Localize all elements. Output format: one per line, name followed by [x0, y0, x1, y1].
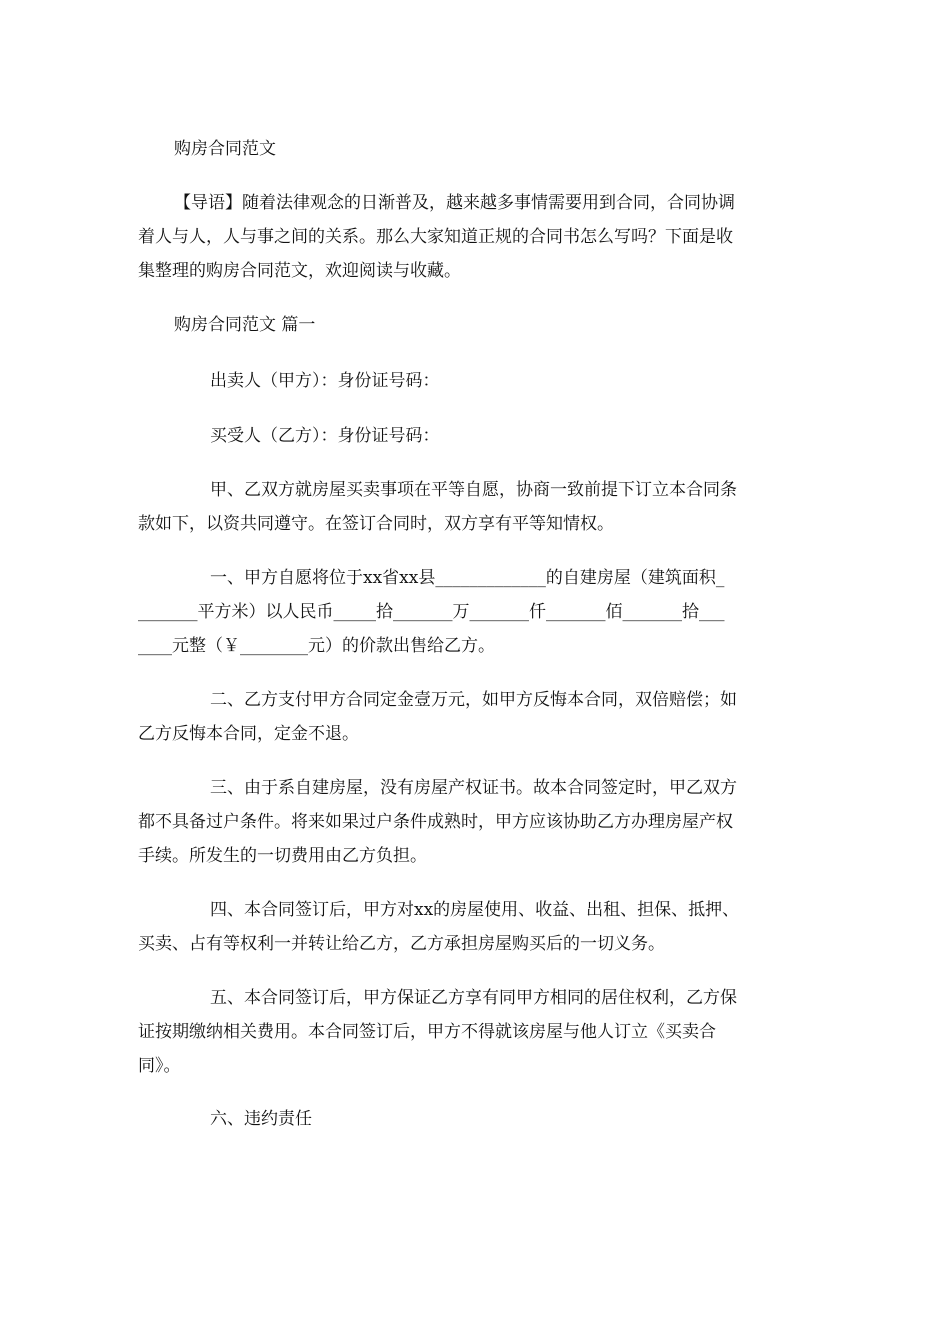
clause-1-line: ____元整（￥________元）的价款出售给乙方。	[138, 636, 495, 656]
clause-4-line: 四、本合同签订后，甲方对xx的房屋使用、收益、出租、担保、抵押、	[210, 900, 740, 920]
buyer-line	[138, 419, 810, 453]
clause-1-line: _______平方米）以人民币_____拾_______万_______仟_______佰_______拾___	[138, 602, 725, 622]
clause-2	[138, 683, 810, 751]
clause-1-line: 一、甲方自愿将位于xx省xx县_____________的自建房屋（建筑面积_	[210, 568, 725, 588]
clause-5	[138, 981, 810, 1083]
clause-3-line: 手续。所发生的一切费用由乙方负担。	[138, 846, 427, 866]
preamble-line: 甲、乙双方就房屋买卖事项在平等自愿，协商一致前提下订立本合同条	[210, 480, 737, 500]
clause-4	[138, 893, 810, 961]
clause-2-line: 二、乙方支付甲方合同定金壹万元，如甲方反悔本合同，双倍赔偿；如	[210, 690, 737, 710]
intro-line: 集整理的购房合同范文，欢迎阅读与收藏。	[138, 261, 461, 281]
document-title-text: 购房合同范文	[174, 139, 276, 159]
seller-text: 出卖人（甲方）：身份证号码：	[210, 371, 440, 391]
section-heading-text: 购房合同范文 篇一	[174, 315, 316, 335]
clause-6-heading-text: 六、违约责任	[210, 1109, 312, 1129]
clause-4-line: 买卖、占有等权利一并转让给乙方，乙方承担房屋购买后的一切义务。	[138, 934, 665, 954]
preamble-line: 款如下，以资共同遵守。在签订合同时，双方享有平等知情权。	[138, 514, 614, 534]
clause-6-heading	[138, 1102, 810, 1136]
section-heading	[138, 308, 810, 342]
intro-line: 着人与人，人与事之间的关系。那么大家知道正规的合同书怎么写吗？下面是收	[138, 227, 733, 247]
clause-5-line: 证按期缴纳相关费用。本合同签订后，甲方不得就该房屋与他人订立《买卖合	[138, 1022, 716, 1042]
buyer-text: 买受人（乙方）：身份证号码：	[210, 426, 440, 446]
clause-1	[138, 561, 810, 663]
clause-2-line: 乙方反悔本合同，定金不退。	[138, 724, 359, 744]
seller-line	[138, 364, 810, 398]
clause-3	[138, 771, 810, 873]
clause-5-line: 五、本合同签订后，甲方保证乙方享有同甲方相同的居住权利，乙方保	[210, 988, 737, 1008]
document-title	[138, 132, 810, 166]
intro-line: 【导语】随着法律观念的日渐普及，越来越多事情需要用到合同，合同协调	[174, 193, 735, 213]
clause-3-line: 三、由于系自建房屋，没有房屋产权证书。故本合同签定时，甲乙双方	[210, 778, 737, 798]
intro-paragraph	[138, 186, 810, 288]
preamble-paragraph	[138, 473, 810, 541]
clause-5-line: 同》。	[138, 1056, 181, 1076]
clause-3-line: 都不具备过户条件。将来如果过户条件成熟时，甲方应该协助乙方办理房屋产权	[138, 812, 733, 832]
